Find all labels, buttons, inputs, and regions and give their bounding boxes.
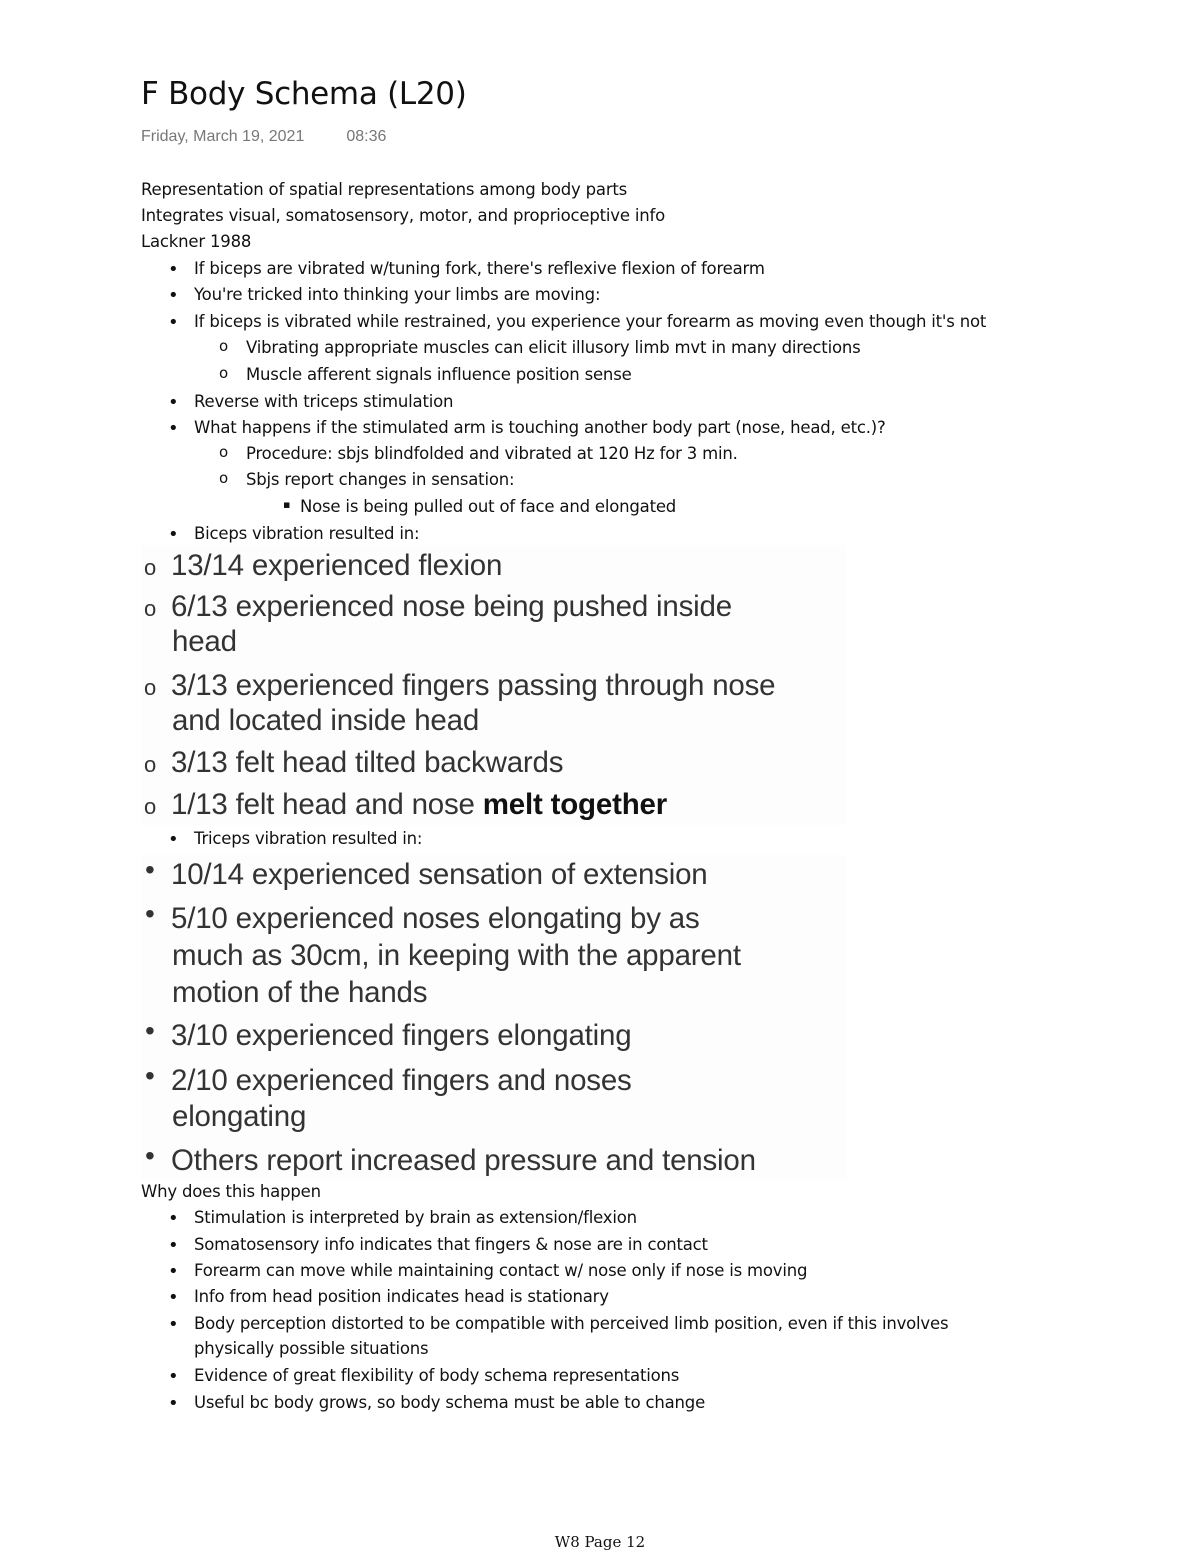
page-time: 08:36: [346, 128, 387, 145]
slide-line: and located inside head: [172, 704, 480, 737]
slide-line: 13/14 experienced flexion: [171, 549, 503, 582]
list-item: • Stimulation is interpreted by brain as extension/flexion: [194, 1208, 637, 1227]
bullet-dot-icon: •: [145, 854, 155, 885]
list-item-continuation: physically possible situations: [194, 1339, 429, 1358]
slide-line: 3/13 experienced fingers passing through nose: [171, 669, 776, 702]
list-item: • Useful bc body grows, so body schema must be able to change: [194, 1393, 705, 1412]
slide-line: motion of the hands: [172, 976, 428, 1009]
bullet-dot-icon: •: [145, 1140, 155, 1171]
list-item: • Forearm can move while maintaining contact w/ nose only if nose is moving: [194, 1261, 807, 1280]
slide-line: 10/14 experienced sensation of extension: [171, 858, 708, 891]
slide-line-text: 1/13 felt head and nose: [171, 788, 483, 821]
slide-line: [171, 787, 667, 823]
list-item: • Body perception distorted to be compatible with perceived limb position, even if this involves: [194, 1314, 948, 1333]
intro-line: Integrates visual, somatosensory, motor, and proprioceptive info: [141, 206, 666, 225]
list-item: • Somatosensory info indicates that fingers & nose are in contact: [194, 1235, 708, 1254]
circle-bullet-icon: o: [144, 794, 157, 819]
slide-line: head: [172, 625, 237, 658]
bullet-dot-icon: •: [145, 1060, 155, 1091]
list-item: • If biceps is vibrated while restrained, you experience your forearm as moving even though it's not: [194, 312, 986, 331]
sub-list-item: o Vibrating appropriate muscles can elicit illusory limb mvt in many directions: [246, 338, 861, 357]
page-title: F Body Schema (L20): [141, 76, 467, 112]
section-heading: Why does this happen: [141, 1182, 321, 1201]
emphasis-text: melt together: [482, 788, 668, 821]
page-timestamp: [141, 128, 386, 146]
list-item: • Info from head position indicates head is stationary: [194, 1287, 609, 1306]
list-item: • You're tricked into thinking your limbs are moving:: [194, 285, 600, 304]
list-item: • Triceps vibration resulted in:: [194, 829, 422, 848]
circle-bullet-icon: o: [144, 596, 157, 621]
list-item: • Biceps vibration resulted in:: [194, 524, 419, 543]
intro-line: Representation of spatial representations among body parts: [141, 180, 628, 199]
slide-line: elongating: [172, 1100, 307, 1133]
slide-line: 5/10 experienced noses elongating by as: [171, 902, 700, 935]
list-item: • What happens if the stimulated arm is touching another body part (nose, head, etc.)?: [194, 418, 886, 437]
biceps-results-slide: [141, 545, 846, 825]
circle-bullet-icon: o: [144, 675, 157, 700]
slide-line: 2/10 experienced fingers and noses: [171, 1064, 632, 1097]
circle-bullet-icon: o: [144, 555, 157, 580]
page-date: Friday, March 19, 2021: [141, 128, 305, 145]
slide-line: Others report increased pressure and tension: [171, 1144, 756, 1177]
sub-list-item: o Procedure: sbjs blindfolded and vibrated at 120 Hz for 3 min.: [246, 444, 738, 463]
triceps-results-slide: [141, 855, 846, 1179]
slide-line: 3/13 felt head tilted backwards: [171, 746, 564, 779]
sub-list-item: o Sbjs report changes in sensation:: [246, 470, 514, 489]
list-item: • If biceps are vibrated w/tuning fork, there's reflexive flexion of forearm: [194, 259, 765, 278]
slide-line: 6/13 experienced nose being pushed inside: [171, 590, 732, 623]
list-item: • Evidence of great flexibility of body schema representations: [194, 1366, 679, 1385]
circle-bullet-icon: o: [144, 752, 157, 777]
bullet-dot-icon: •: [145, 898, 155, 929]
intro-line: Lackner 1988: [141, 232, 252, 251]
slide-line: 3/10 experienced fingers elongating: [171, 1019, 632, 1052]
bullet-dot-icon: •: [145, 1015, 155, 1046]
list-item: • Reverse with triceps stimulation: [194, 392, 453, 411]
slide-line: much as 30cm, in keeping with the apparent: [172, 939, 741, 972]
sub-sub-list-item: ▪ Nose is being pulled out of face and elongated: [300, 497, 676, 516]
sub-list-item: o Muscle afferent signals influence position sense: [246, 365, 632, 384]
page-footer: W8 Page 12: [554, 1533, 646, 1551]
